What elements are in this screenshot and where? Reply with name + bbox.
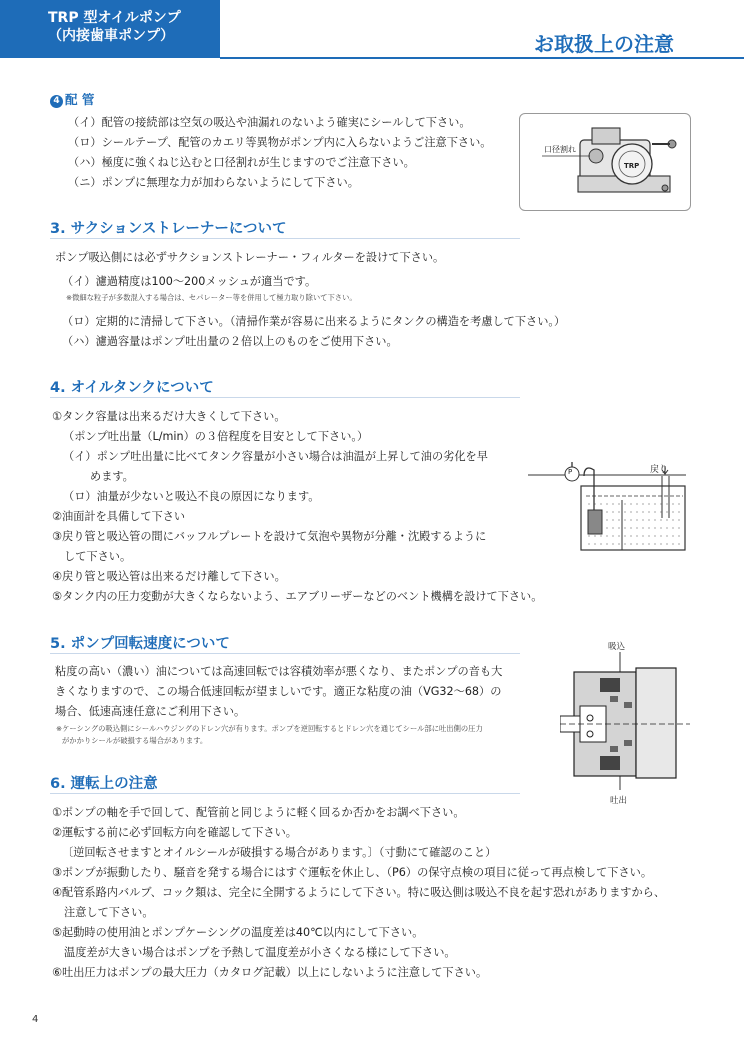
pump-stamp: TRP [624, 162, 640, 170]
piping-heading-text: 配 管 [65, 92, 95, 107]
piping-item: （ニ）ポンプに無理な力が加わらないようにして下さい。 [68, 176, 359, 189]
pump-drawing [520, 114, 690, 210]
sec6-line: ③ポンプが振動したり、騒音を発する場合にはすぐ運転を休止し、（P6）の保守点検の項目に従って再点検して下さい。 [52, 866, 653, 879]
sec6-line: 注意して下さい。 [64, 906, 154, 919]
sec4-heading: 4. オイルタンクについて [50, 380, 214, 396]
sec3-lead: ポンプ吸込側には必ずサクションストレーナー・フィルターを設けて下さい。 [55, 251, 445, 264]
sec3-rule [50, 238, 520, 239]
sec5-rule [50, 653, 520, 654]
sec6-line: ②運転する前に必ず回転方向を確認して下さい。 [52, 826, 297, 839]
pump-illustration [519, 113, 691, 211]
sec6-heading: 6. 運転上の注意 [50, 776, 158, 792]
sec6-line: ⑤起動時の使用油とポンプケーシングの温度差は40℃以内にして下さい。 [52, 926, 424, 939]
product-name: TRP 型オイルポンプ [48, 10, 181, 26]
piping-number-badge: 4 [50, 95, 63, 108]
product-subtitle: （内接歯車ポンプ） [48, 28, 175, 44]
sec4-line: ④戻り管と吸込管は出来るだけ離して下さい。 [52, 570, 286, 583]
sec4-line: ②油面計を具備して下さい [52, 510, 186, 523]
sec4-line: めます。 [90, 470, 134, 483]
sec4-line: ①タンク容量は出来るだけ大きくして下さい。 [52, 410, 286, 423]
sec6-line: ⑥吐出圧力はポンプの最大圧力（カタログ記載）以上にしないように注意して下さい。 [52, 966, 488, 979]
sec4-line: ③戻り管と吸込管の間にバッフルプレートを設けて気泡や異物が分離・沈殿するように [52, 530, 487, 543]
piping-heading [50, 90, 94, 108]
pump-label: P [568, 468, 573, 476]
sec3-note: ※微細な粒子が多数混入する場合は、セパレーター等を併用して極力取り除いて下さい。 [66, 293, 357, 302]
header-rule [220, 57, 744, 59]
sec3-item: （イ）濾過精度は100～200メッシュが適当です。 [62, 275, 317, 288]
sec6-line: ④配管系路内バルブ、コック類は、完全に全開するようにして下さい。特に吸込側は吸込不良を起す恐れがありますから、 [52, 886, 666, 899]
sec6-line: 温度差が大きい場合はポンプを予熱して温度差が小さくなる様にして下さい。 [64, 946, 456, 959]
piping-item: （ハ）極度に強くねじ込むと口径割れが生じますのでご注意下さい。 [68, 156, 415, 169]
page-number: 4 [32, 1014, 39, 1025]
sec3-item: （ロ）定期的に清掃して下さい。（清掃作業が容易に出来るようにタンクの構造を考慮して下さい。） [62, 315, 566, 328]
oil-tank-diagram [526, 448, 691, 556]
pump-cross-section [560, 640, 692, 810]
sec5-line: きくなりますので、この場合低速回転が望ましいです。適正な粘度の油（VG32～68）の [55, 685, 502, 698]
sec4-rule [50, 397, 520, 398]
sec4-line: して下さい。 [64, 550, 132, 563]
sec5-line: 場合、低速高速任意にご利用下さい。 [55, 705, 246, 718]
sec6-line: ①ポンプの軸を手で回して、配管前と同じように軽く回るか否かをお調べ下さい。 [52, 806, 465, 819]
crack-label: 口径割れ [544, 145, 576, 154]
sec5-heading: 5. ポンプ回転速度について [50, 636, 230, 652]
sec4-line: ⑤タンク内の圧力変動が大きくならないよう、エアブリーザーなどのベント機構を設けて下さい。 [52, 590, 543, 603]
page-title: お取扱上の注意 [534, 32, 674, 56]
header-band [0, 0, 220, 58]
sec4-line: （イ）ポンプ吐出量に比べてタンク容量が小さい場合は油温が上昇して油の劣化を早 [63, 450, 488, 463]
return-label: 戻り [650, 465, 669, 475]
piping-item: （ロ）シールテープ、配管のカエリ等異物がポンプ内に入らないようご注意下さい。 [68, 136, 492, 149]
sec5-note: がかかりシールが破損する場合があります。 [62, 736, 208, 745]
cross-section-drawing [560, 640, 692, 810]
inlet-label: 吸込 [608, 642, 626, 652]
sec5-note: ※ケーシングの吸込側にシールハウジングのドレン穴が有ります。ポンプを逆回転するとドレン穴を通じてシール部に吐出側の圧力 [56, 724, 483, 733]
sec4-line: （ポンプ吐出量（L/min）の３倍程度を目安として下さい。） [63, 430, 369, 443]
sec3-heading: 3. サクションストレーナーについて [50, 221, 287, 237]
sec5-line: 粘度の高い（濃い）油については高速回転では容積効率が悪くなり、またポンプの音も大 [55, 665, 503, 678]
piping-item: （イ）配管の接続部は空気の吸込や油漏れのないよう確実にシールして下さい。 [68, 116, 471, 129]
sec4-line: （ロ）油量が少ないと吸込不良の原因になります。 [63, 490, 320, 503]
outlet-label: 吐出 [610, 796, 628, 806]
sec6-line: 〔逆回転させますとオイルシールが破損する場合があります。〕（寸動にて確認のこと） [62, 846, 497, 859]
sec6-rule [50, 793, 520, 794]
sec3-item: （ハ）濾過容量はポンプ吐出量の２倍以上のものをご使用下さい。 [62, 335, 398, 348]
